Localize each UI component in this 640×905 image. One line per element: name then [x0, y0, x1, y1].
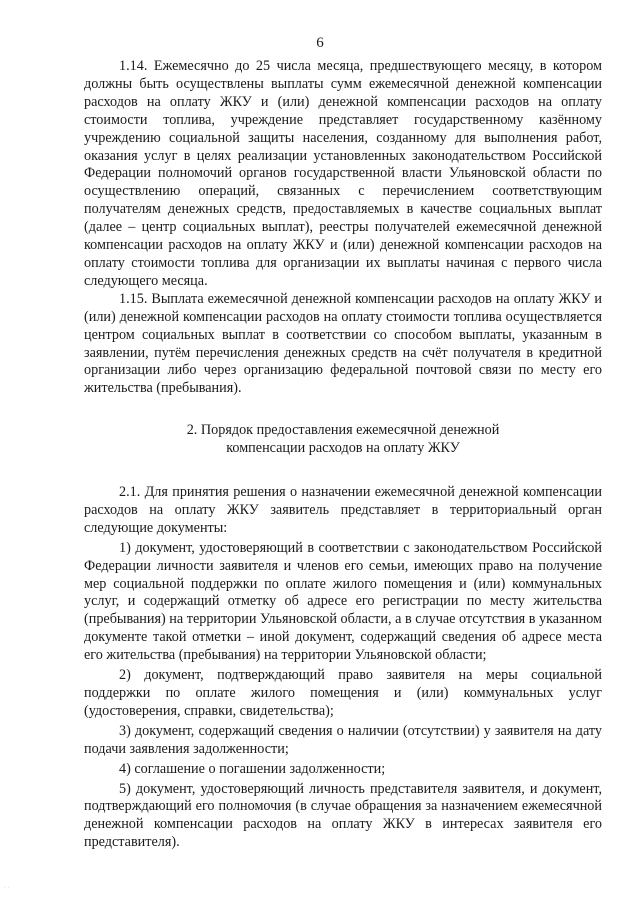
section-heading	[84, 422, 602, 458]
document-body	[84, 58, 602, 852]
section-heading-line-2: компенсации расходов на оплату ЖКУ	[226, 440, 460, 457]
list-item-4: 4) соглашение о погашении задолженности;	[119, 760, 386, 777]
page-number: 6	[316, 35, 324, 51]
section-heading-line-1: 2. Порядок предоставления ежемесячной денежной	[186, 422, 500, 439]
scan-artifact: · ·	[4, 885, 10, 891]
paragraph-1-15: 1.15. Выплата ежемесячной денежной компенсации расходов на оплату ЖКУ и (или) денежной компенсации расходов на оплату стоимости топлива осуществляется центром социальных выплат в соответствии со способом выплаты, указанным в заявлении, путём перечисления денежных средств на счёт получателя в кредитной организации либо через организацию федеральной почтовой связи по месту его жительства (пребывания).	[84, 290, 602, 397]
list-item-3: 3) документ, содержащий сведения о наличии (отсутствии) у заявителя на дату подачи заявления задолженности;	[84, 722, 602, 757]
list-item-2: 2) документ, подтверждающий право заявителя на меры социальной поддержки по оплате жилого помещения и (или) коммунальных услуг (удостоверения, справки, свидетельства);	[84, 667, 602, 719]
paragraph-1-14: 1.14. Ежемесячно до 25 числа месяца, предшествующего месяцу, в котором должны быть осуществлены выплаты сумм ежемесячной денежной компенсации расходов на оплату ЖКУ и (или) денежной компенсации расходов на оплату стоимости топлива, учреждение представляет государственному казённому учреждению социальной защиты населения, созданному для выполнения работ, оказания услуг в целях реализации установленных законодательством Российской Федерации полномочий органов государственной власти Ульяновской области по осуществлению операций, связанных с перечислением соответствующим получателям денежных средств, предоставляемых в качестве социальных выплат (далее – центр социальных выплат), реестры получателей ежемесячной денежной компенсации расходов на оплату ЖКУ и (или) денежной компенсации расходов на оплату стоимости топлива для организации их выплаты начиная с первого числа следующего месяца.	[84, 58, 602, 289]
paragraph-2-1: 2.1. Для принятия решения о назначении ежемесячной денежной компенсации расходов на оплату ЖКУ заявитель представляет в территориальный орган следующие документы:	[84, 484, 602, 536]
list-item-1: 1) документ, удостоверяющий в соответствии с законодательством Российской Федерации личности заявителя и членов его семьи, имеющих право на получение мер социальной поддержки по оплате жилого помещения и (или) коммунальных услуг, и содержащий отметку об адресе его регистрации по месту жительства (пребывания) на территории Ульяновской области, а в случае отсутствия в указанном документе такой отметки – иной документ, содержащий сведения об адресе места его жительства (пребывания) на территории Ульяновской области;	[84, 539, 602, 664]
list-item-5: 5) документ, удостоверяющий личность представителя заявителя, и документ, подтверждающий его полномочия (в случае обращения за назначением ежемесячной денежной компенсации расходов на оплату ЖКУ в интересах заявителя его представителя).	[84, 780, 602, 851]
